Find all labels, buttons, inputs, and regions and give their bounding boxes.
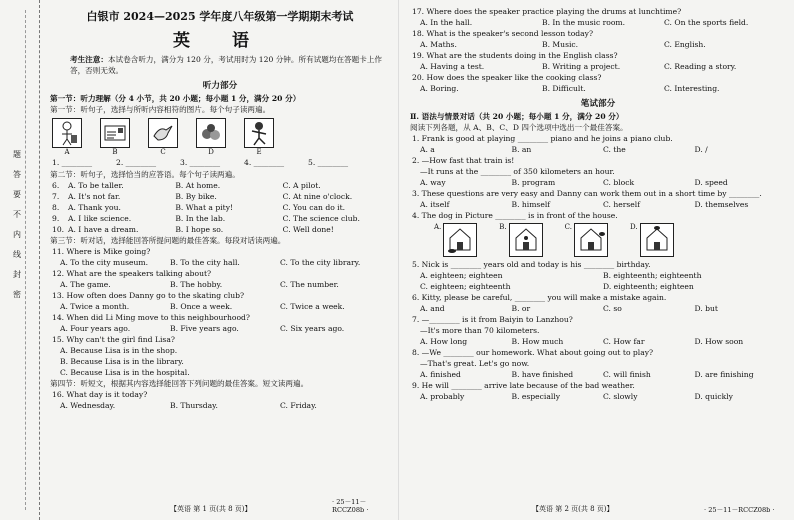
question xyxy=(410,155,786,188)
seal-word: 题 xyxy=(12,150,22,158)
option: A. Four years ago. xyxy=(60,324,131,333)
page-2 xyxy=(404,0,790,520)
notice-text: 本试卷含听力，满分为 120 分，考试用时为 120 分钟。所有试题均在答题卡上作答，否则无效。 xyxy=(70,55,383,75)
house-dog-inside-icon xyxy=(509,223,543,257)
options xyxy=(410,83,786,94)
option: B. I hope so. xyxy=(175,225,224,234)
postcard-icon xyxy=(100,118,130,148)
option: B. Difficult. xyxy=(542,84,586,93)
option: B. In the music room. xyxy=(542,18,626,27)
question-stem: 8. —We ________ our homework. What about going out to play? xyxy=(412,348,654,357)
options xyxy=(410,144,786,155)
page-code: · 25－11－RCCZ08b · xyxy=(704,506,775,514)
picture-label: C xyxy=(160,148,166,156)
subject-title: 英 语 xyxy=(173,31,267,51)
seal-word: 不 xyxy=(12,210,22,218)
answer-blanks xyxy=(52,158,390,167)
option: A. eighteen; eighteen xyxy=(420,271,503,280)
option: A. probably xyxy=(420,392,465,401)
seal-word: 答 xyxy=(12,170,22,178)
option: C. Six years ago. xyxy=(280,324,345,333)
binding-margin xyxy=(0,0,40,520)
option: B. or xyxy=(511,304,531,313)
question xyxy=(410,347,786,380)
option: C. block xyxy=(603,178,635,187)
option: B. Writing a project. xyxy=(542,62,621,71)
option: B. Because Lisa is in the library. xyxy=(60,357,184,366)
listening-questions-cont xyxy=(410,6,786,94)
page-1 xyxy=(42,0,394,520)
option: A. Having a test. xyxy=(420,62,485,71)
option: A. How long xyxy=(420,337,468,346)
question-row xyxy=(50,180,390,191)
question xyxy=(50,312,390,334)
seal-line xyxy=(25,10,26,510)
question xyxy=(410,314,786,347)
option: A. To the city museum. xyxy=(60,258,149,267)
house-dog-roof-icon xyxy=(640,223,674,257)
notice-label: 考生注意： xyxy=(70,55,108,64)
option: A. In the hall. xyxy=(420,18,473,27)
house-label: A. xyxy=(434,223,442,231)
option: A. The game. xyxy=(60,280,111,289)
options xyxy=(50,323,390,334)
house-pictures xyxy=(434,223,786,257)
option: D. speed xyxy=(694,178,728,187)
option: D. but xyxy=(694,304,718,313)
question-number: 6. xyxy=(52,181,60,190)
vegetables-icon xyxy=(196,118,226,148)
options xyxy=(50,400,390,411)
question-stem-line2: —It runs at the ________ of 350 kilometers an hour. xyxy=(420,167,615,176)
option: C. Well done! xyxy=(282,225,334,234)
question-row xyxy=(50,202,390,213)
question-number: 8. xyxy=(52,203,60,212)
option: D. are finishing xyxy=(694,370,754,379)
house-option xyxy=(434,223,477,257)
options xyxy=(50,301,390,312)
seal-words xyxy=(10,150,24,298)
part1-sub1: 第一节：听句子，选择与所听内容相符的图片。每个句子读两遍。 xyxy=(50,105,271,114)
option: A. Boring. xyxy=(420,84,459,93)
exam-title: 白银市 2024—2025 学年度八年级第一学期期末考试 xyxy=(86,10,354,23)
options xyxy=(410,199,786,210)
option: B. By bike. xyxy=(175,192,217,201)
question-stem: 13. How often does Danny go to the skating club? xyxy=(52,291,245,300)
question xyxy=(50,268,390,290)
question-stem: 18. What is the speaker's second lesson today? xyxy=(412,29,594,38)
option: A. way xyxy=(420,178,446,187)
option: B. At home. xyxy=(175,181,221,190)
option: D. eighteenth; eighteen xyxy=(603,282,694,291)
option: B. Five years ago. xyxy=(170,324,239,333)
question-stem: 14. When did Li Ming move to this neighbourhood? xyxy=(52,313,250,322)
options xyxy=(50,257,390,268)
option: B. especially xyxy=(511,392,561,401)
question xyxy=(410,292,786,314)
option: D. / xyxy=(694,145,708,154)
page-footer: 【英语 第 2 页(共 8 页)】 xyxy=(532,505,614,513)
part2-heading xyxy=(410,111,786,122)
option: D. How soon xyxy=(694,337,744,346)
options xyxy=(410,39,786,50)
option: B. To the city hall. xyxy=(170,258,240,267)
question-row xyxy=(50,213,390,224)
part1-heading-text: 第一节：听力理解（分 4 小节，共 20 小题；每小题 1 分，满分 20 分） xyxy=(50,94,301,103)
question xyxy=(410,188,786,210)
seal-word: 内 xyxy=(12,230,22,238)
question-stem: 9. He will ________ arrive late because of the bad weather. xyxy=(412,381,635,390)
seal-word: 要 xyxy=(12,190,22,198)
option: B. himself xyxy=(511,200,551,209)
options xyxy=(410,391,786,402)
option: C. To the city library. xyxy=(280,258,361,267)
question xyxy=(410,28,786,50)
question-stem: 1. Frank is good at playing ________ piano and he joins a piano club. xyxy=(412,134,673,143)
house-label: B. xyxy=(499,223,507,231)
option: B. Thursday. xyxy=(170,401,218,410)
option: A. Twice a month. xyxy=(60,302,130,311)
question xyxy=(410,72,786,94)
option: A. Because Lisa is in the shop. xyxy=(60,346,178,355)
written-section-title: 笔试部分 xyxy=(580,99,616,109)
options xyxy=(410,17,786,28)
house-label: D. xyxy=(630,223,638,231)
option: C. English. xyxy=(664,40,706,49)
options xyxy=(410,61,786,72)
question-stem-line2: —It's more than 70 kilometers. xyxy=(420,326,540,335)
question-number: 9. xyxy=(52,214,60,223)
question xyxy=(410,50,786,72)
house-option xyxy=(630,223,674,257)
exam-notice xyxy=(50,54,390,76)
option: C. Twice a week. xyxy=(280,302,345,311)
option: C. A pilot. xyxy=(282,181,321,190)
option: A. a xyxy=(420,145,435,154)
option: C. You can do it. xyxy=(282,203,346,212)
option: B. an xyxy=(511,145,532,154)
page-code: · 25－11－RCCZ08b · xyxy=(332,498,369,514)
option: C. On the sports field. xyxy=(664,18,749,27)
question-row xyxy=(50,191,390,202)
answer-blank: 2. ________ xyxy=(116,158,157,167)
part2-sub: 阅读下列各题，从 A、B、C、D 四个选项中选出一个最佳答案。 xyxy=(410,123,628,132)
part1-heading xyxy=(50,93,390,104)
options xyxy=(410,303,786,314)
option: C. eighteen; eighteenth xyxy=(420,282,511,291)
answer-blank: 1. ________ xyxy=(52,158,93,167)
option: A. I like science. xyxy=(68,214,132,223)
option: C. How far xyxy=(603,337,645,346)
option: B. Music. xyxy=(542,40,579,49)
option: C. will finish xyxy=(603,370,651,379)
option: A. I have a dream. xyxy=(68,225,139,234)
question xyxy=(50,334,390,378)
option: C. herself xyxy=(603,200,641,209)
question-stem-line2: —That's great. Let's go now. xyxy=(420,359,530,368)
option: B. What a pity! xyxy=(175,203,234,212)
question-stem: 5. Nick is ________ years old and today is his ________ birthday. xyxy=(412,260,651,269)
option: A. To be taller. xyxy=(68,181,124,190)
answer-blank: 3. ________ xyxy=(180,158,221,167)
option: A. itself xyxy=(420,200,450,209)
options xyxy=(50,345,390,378)
option: B. In the lab. xyxy=(175,214,226,223)
boy-cleaning-icon xyxy=(52,118,82,148)
question xyxy=(50,246,390,268)
options xyxy=(410,270,786,281)
options xyxy=(50,279,390,290)
option: B. have finished xyxy=(511,370,574,379)
option: C. Friday. xyxy=(280,401,317,410)
picture-label: E xyxy=(256,148,262,156)
question-number: 7. xyxy=(52,192,60,201)
options xyxy=(410,336,786,347)
question-stem: 2. —How fast that train is! xyxy=(412,156,515,165)
question-stem: 4. The dog in Picture ________ is in front of the house. xyxy=(412,211,618,220)
question-stem: 12. What are the speakers talking about? xyxy=(52,269,212,278)
option: C. so xyxy=(603,304,622,313)
question-stem: 6. Kitty, please be careful, ________ you will make a mistake again. xyxy=(412,293,667,302)
dialog-questions xyxy=(50,246,390,378)
question-stem: 17. Where does the speaker practice playing the drums at lunchtime? xyxy=(412,7,682,16)
part1-sub2: 第二节：听句子，选择恰当的应答语。每个句子读两遍。 xyxy=(50,170,240,179)
option: D. quickly xyxy=(694,392,733,401)
options xyxy=(410,369,786,380)
page-divider xyxy=(398,0,399,520)
seal-word: 密 xyxy=(12,290,22,298)
house-option xyxy=(499,223,542,257)
house-dog-behind-icon xyxy=(574,223,608,257)
picture-label: B xyxy=(112,148,118,156)
question xyxy=(410,6,786,28)
question-stem: 7. —________ is it from Baiyin to Lanzhou? xyxy=(412,315,573,324)
page-footer: 【英语 第 1 页(共 8 页)】 xyxy=(170,505,252,513)
question xyxy=(410,259,786,292)
part1-sub4: 第四节：听短文，根据其内容选择能回答下列问题的最佳答案。短文读两遍。 xyxy=(50,379,309,388)
picture-label: A xyxy=(64,148,70,156)
question-row xyxy=(50,224,390,235)
options xyxy=(410,281,786,292)
option: B. eighteenth; eighteenth xyxy=(603,271,702,280)
house-dog-front-icon xyxy=(443,223,477,257)
option: A. finished xyxy=(420,370,461,379)
question xyxy=(410,133,786,155)
house-option xyxy=(565,223,608,257)
question-stem: 11. Where is Mike going? xyxy=(52,247,151,256)
question xyxy=(50,290,390,312)
question-stem: 19. What are the students doing in the English class? xyxy=(412,51,618,60)
option: C. the xyxy=(603,145,626,154)
question-stem: 16. What day is it today? xyxy=(52,390,148,399)
options xyxy=(410,177,786,188)
option: B. The hobby. xyxy=(170,280,223,289)
option: A. and xyxy=(420,304,445,313)
question-stem: 3. These questions are very easy and Danny can work them out in a short time by ________. xyxy=(412,189,762,198)
part2-heading-text: Ⅱ. 语法与情景对话（共 20 小题；每小题 1 分，满分 20 分） xyxy=(410,112,624,121)
part1-sub3: 第三节：听对话，选择能回答所提问题的最佳答案。每段对话读两遍。 xyxy=(50,236,286,245)
question-stem: 20. How does the speaker like the cooking class? xyxy=(412,73,602,82)
girl-dancing-icon xyxy=(244,118,274,148)
option: C. Interesting. xyxy=(664,84,720,93)
question xyxy=(410,210,786,221)
option: C. Because Lisa is in the hospital. xyxy=(60,368,190,377)
seal-word: 封 xyxy=(12,270,22,278)
option: B. Once a week. xyxy=(170,302,233,311)
option: D. themselves xyxy=(694,200,749,209)
option: C. The number. xyxy=(280,280,339,289)
option: A. Maths. xyxy=(420,40,457,49)
short-response-questions xyxy=(50,180,390,235)
picture-label: D xyxy=(208,148,214,156)
listening-pictures xyxy=(52,118,390,148)
answer-blank: 4. ________ xyxy=(244,158,285,167)
house-label: C. xyxy=(564,223,572,231)
listening-section-title: 听力部分 xyxy=(202,81,238,91)
question xyxy=(410,380,786,402)
picture-labels xyxy=(52,148,390,156)
seal-word: 线 xyxy=(12,250,22,258)
question-number: 10. xyxy=(52,225,65,234)
option: C. slowly xyxy=(603,392,638,401)
option: A. Wednesday. xyxy=(60,401,116,410)
option: A. It's not far. xyxy=(68,192,121,201)
option: A. Thank you. xyxy=(68,203,121,212)
answer-blank: 5. ________ xyxy=(308,158,349,167)
option: C. Reading a story. xyxy=(664,62,737,71)
option: C. At nine o'clock. xyxy=(282,192,353,201)
option: B. How much xyxy=(511,337,564,346)
option: B. program xyxy=(511,178,556,187)
question-stem: 15. Why can't the girl find Lisa? xyxy=(52,335,175,344)
dove-icon xyxy=(148,118,178,148)
option: C. The science club. xyxy=(282,214,360,223)
question xyxy=(50,389,390,411)
